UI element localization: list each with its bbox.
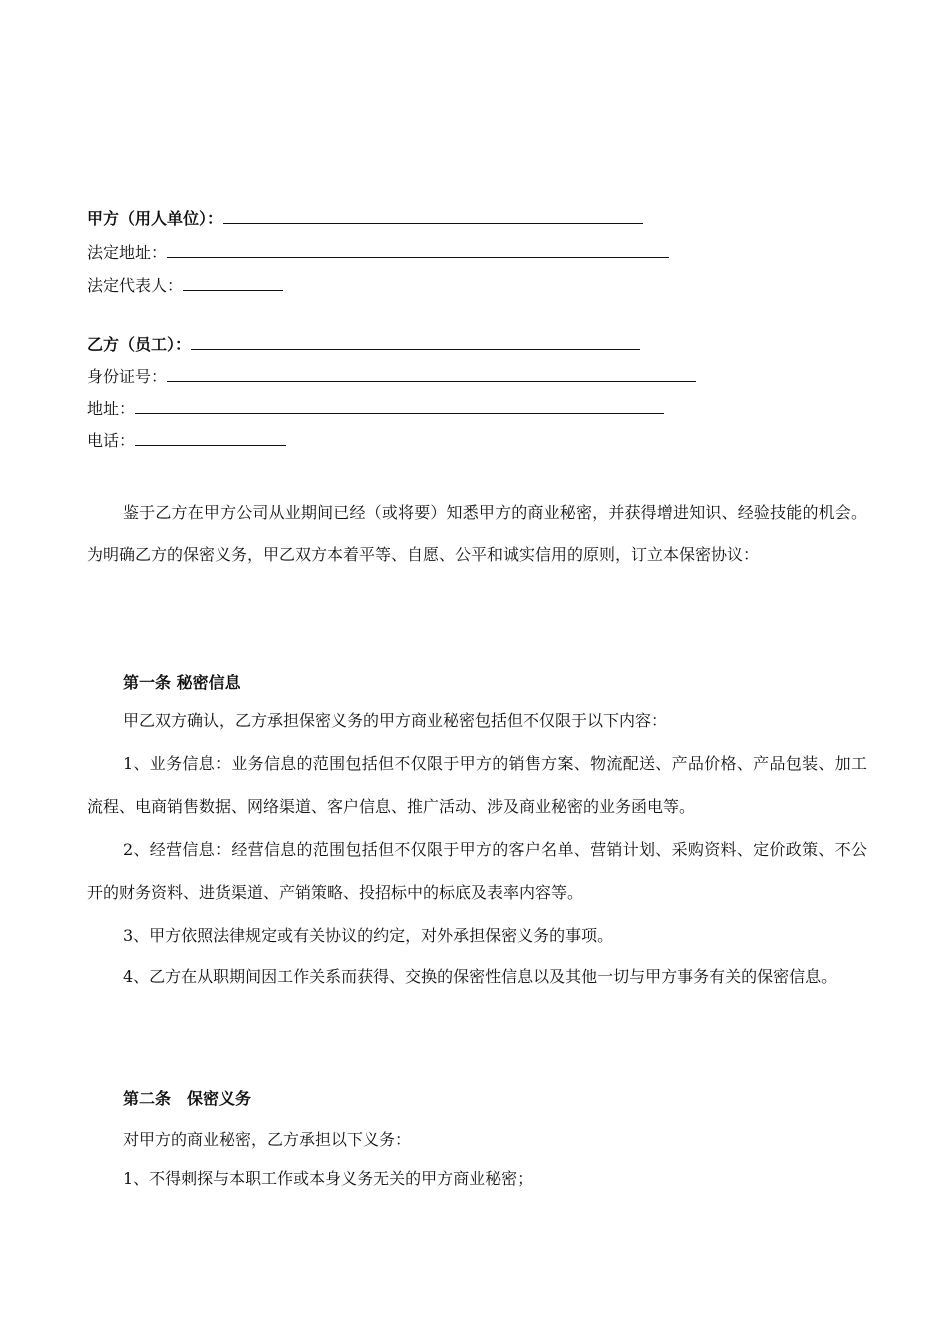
party-a-address-line [87,240,669,264]
party-a-rep-line [87,273,283,297]
party-a-address-blank[interactable] [167,240,669,258]
party-b-phone-blank[interactable] [135,428,286,446]
party-a-line [87,206,643,230]
party-b-id-label: 身份证号： [87,367,168,386]
party-b-title: 乙方（员工）： [87,335,192,354]
article-1-item-3: 3、甲方依照法律规定或有关协议的约定，对外承担保密义务的事项。 [123,926,614,945]
party-a-title: 甲方（用人单位）： [87,209,224,228]
article-1-intro: 甲乙双方确认，乙方承担保密义务的甲方商业秘密包括但不仅限于以下内容： [123,711,668,730]
article-1-item-1: 1、业务信息：业务信息的范围包括但不仅限于甲方的销售方案、物流配送、产品价格、产品包装、加工流程、电商销售数据、网络渠道、客户信息、推广活动、涉及商业秘密的业务函电等。 [87,754,867,816]
party-b-address-line [87,396,664,420]
party-b-address-blank[interactable] [135,396,664,414]
party-b-line [87,332,640,356]
article-1-item-2: 2、经营信息：经营信息的范围包括但不仅限于甲方的客户名单、营销计划、采购资料、定价政策、不公开的财务资料、进货渠道、产销策略、投招标中的标底及表率内容等。 [87,840,867,902]
party-b-id-line [87,364,696,388]
party-b-phone-line [87,428,286,452]
preamble-paragraph: 鉴于乙方在甲方公司从业期间已经（或将要）知悉甲方的商业秘密，并获得增进知识、经验技能的机会。为明确乙方的保密义务，甲乙双方本着平等、自愿、公平和诚实信用的原则，订立本保密协议： [87,503,867,564]
party-a-address-label: 法定地址： [87,243,168,262]
party-b-address-label: 地址： [87,399,136,418]
article-1-item-4: 4、乙方在从职期间因工作关系而获得、交换的保密性信息以及其他一切与甲方事务有关的保密信息。 [123,967,838,986]
party-a-rep-label: 法定代表人： [87,276,184,295]
party-b-name-blank[interactable] [191,332,640,350]
party-a-name-blank[interactable] [223,206,643,224]
article-2-heading: 第二条 保密义务 [123,1089,252,1108]
party-b-phone-label: 电话： [87,431,136,450]
article-2-intro: 对甲方的商业秘密，乙方承担以下义务： [123,1130,412,1149]
party-b-id-blank[interactable] [167,364,696,382]
article-1-heading: 第一条 秘密信息 [123,673,241,692]
article-2-item-1: 1、不得刺探与本职工作或本身义务无关的甲方商业秘密； [123,1169,534,1188]
party-a-rep-blank[interactable] [183,273,283,291]
